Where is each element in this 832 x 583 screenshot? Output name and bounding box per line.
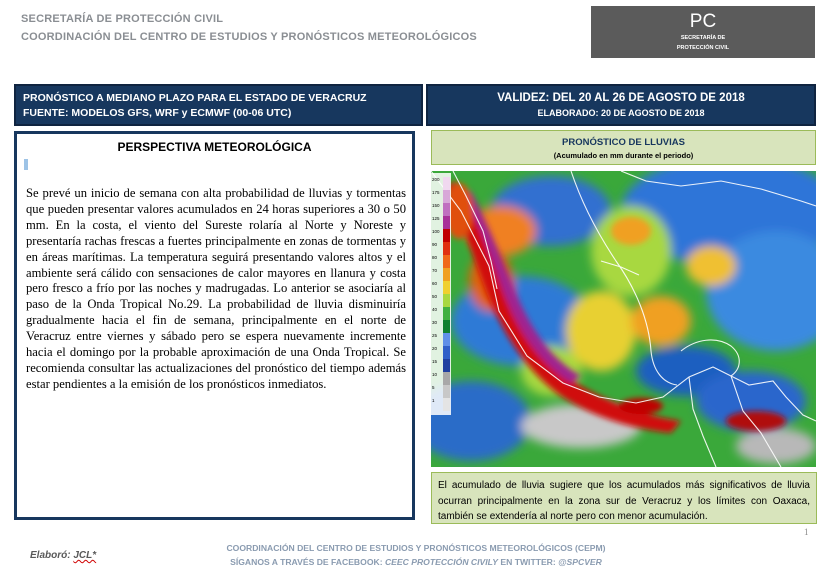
forecast-title: PRONÓSTICO A MEDIANO PLAZO PARA EL ESTADO DE VERACRUZ (23, 92, 367, 104)
footer-social-mid: EN TWITTER: (497, 557, 559, 567)
logo-main-text: PC (689, 11, 717, 32)
header-org-name: SECRETARÍA DE PROTECCIÓN CIVIL (21, 13, 224, 25)
forecast-source: FUENTE: MODELOS GFS, WRF y ECMWF (00-06 UTC) (23, 107, 292, 119)
facebook-handle[interactable]: CEEC PROTECCIÓN CIVILY (384, 557, 498, 567)
legend-label: 1 (432, 398, 435, 403)
footer-org-line: COORDINACIÓN DEL CENTRO DE ESTUDIOS Y PRONÓSTICOS METEOROLÓGICOS (CEPM) (226, 543, 606, 553)
rain-forecast-note: El acumulado de lluvia sugiere que los acumulados más significativos de lluvia ocurran principalmente en la zona sur de Veracruz y los límites con Oaxaca, también se extendería al norte pero con menor acumulación. (431, 472, 817, 524)
legend-label: 5 (432, 385, 435, 390)
legend-swatch (443, 255, 450, 268)
elaboro-initials: JCL* (73, 550, 97, 561)
legend-label: 150 (432, 203, 440, 208)
legend-label: 15 (432, 359, 438, 364)
footer-social-line (0, 557, 832, 567)
legend-swatch (443, 203, 450, 216)
legend-label: 50 (432, 294, 438, 299)
footer-social-prefix: SÍGANOS A TRAVÉS DE FACEBOOK: (230, 557, 385, 567)
legend-label: 60 (432, 281, 438, 286)
rain-forecast-subtitle: (Acumulado en mm durante el periodo) (553, 151, 694, 160)
legend-swatch (443, 333, 450, 346)
perspective-body: Se prevé un inicio de semana con alta probabilidad de lluvias y tormentas que pueden presentar valores acumulados en 24 horas superiores a 30 o 50 mm. En la costa, el viento del Sureste rolaría al Norte y Noreste y presentaría rachas frescas a fuertes principalmente en zonas de tormentas y en áreas marítimas. La temperatura seguirá presentando valores altos y el ambiente será cálido con sensaciones de calor mayores en llanura y costa pero fresco a frío por las noches y madrugadas. Lo anterior se asociaría al paso de la Onda Tropical No.29. La probabilidad de lluvia disminuiría gradualmente hacia el fin de semana, principalmente en el norte de Veracruz entre viernes y sábado pero se espera nuevamente incremente hacia el domingo por la probable aproximación de una Onda Tropical. Se recomienda consultar las actualizaciones del pronóstico del tiempo además estar pendientes a la emisión de los pronósticos inmediatos. (26, 186, 406, 391)
rain-forecast-header (431, 130, 816, 165)
legend-swatch (443, 268, 450, 281)
logo-sub-text-1: SECRETARÍA DE (680, 35, 726, 41)
page-number: 1 (804, 527, 809, 537)
validity-band (426, 84, 816, 126)
legend-label: 20 (432, 346, 438, 351)
legend-swatch (443, 190, 450, 203)
rain-legend-bar (431, 173, 451, 415)
legend-swatch (443, 216, 450, 229)
legend-swatch (443, 242, 450, 255)
legend-swatch (443, 177, 450, 190)
legend-swatch (443, 307, 450, 320)
legend-label: 10 (432, 372, 438, 377)
legend-label: 70 (432, 268, 438, 273)
legend-label: 200 (432, 177, 440, 182)
perspective-title: PERSPECTIVA METEOROLÓGICA (117, 140, 312, 154)
legend-swatch (443, 346, 450, 359)
legend-label: 80 (432, 255, 438, 260)
legend-swatch (443, 294, 450, 307)
perspective-panel (14, 131, 415, 520)
twitter-handle[interactable]: @SPCVER (558, 557, 602, 567)
elaboro-label: Elaboró: (30, 550, 71, 561)
forecast-title-band (14, 84, 423, 126)
legend-swatch (443, 398, 450, 411)
rain-forecast-title: PRONÓSTICO DE LLUVIAS (562, 137, 685, 148)
precipitation-map-image (431, 171, 816, 467)
rain-forecast-map (431, 171, 816, 467)
legend-swatch (443, 372, 450, 385)
legend-swatch (443, 229, 450, 242)
logo-sub-text-2: PROTECCIÓN CIVIL (676, 45, 730, 51)
legend-label: 25 (432, 333, 438, 338)
legend-label: 30 (432, 320, 438, 325)
legend-label: 100 (432, 229, 440, 234)
validity-text: VALIDEZ: DEL 20 AL 26 DE AGOSTO DE 2018 (497, 92, 745, 104)
header-coordination-name: COORDINACIÓN DEL CENTRO DE ESTUDIOS Y PRONÓSTICOS METEOROLÓGICOS (21, 31, 477, 43)
legend-label: 40 (432, 307, 438, 312)
pc-logo (591, 6, 815, 58)
legend-swatch (443, 281, 450, 294)
elaborated-date: ELABORADO: 20 DE AGOSTO DE 2018 (537, 108, 705, 118)
legend-swatch (443, 385, 450, 398)
legend-label: 175 (432, 190, 440, 195)
legend-swatch (443, 359, 450, 372)
legend-swatch (443, 320, 450, 333)
legend-label: 125 (432, 216, 440, 221)
legend-label: 90 (432, 242, 438, 247)
text-cursor-marker (24, 159, 28, 170)
